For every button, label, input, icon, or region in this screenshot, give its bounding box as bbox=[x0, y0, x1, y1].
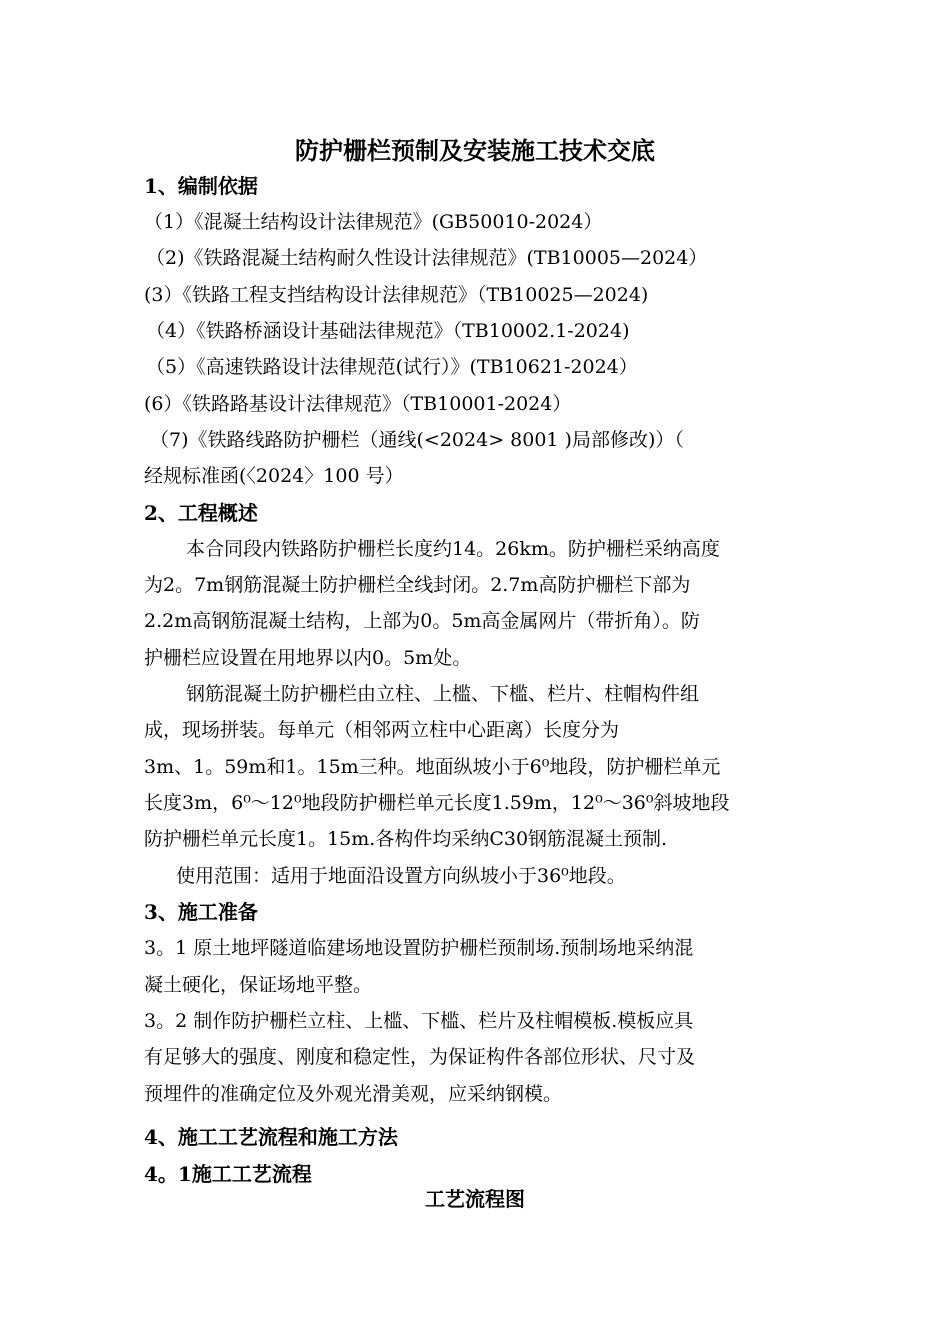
section-heading-basis: 1、编制依据 bbox=[144, 174, 258, 198]
overview-line-2: 为2。7m钢筋混凝土防护栅栏全线封闭。2.7m高防护栅栏下部为 bbox=[144, 574, 691, 596]
section-heading-preparation: 3、施工准备 bbox=[144, 900, 258, 924]
document-title: 防护栅栏预制及安装施工技术交底 bbox=[295, 136, 655, 165]
preparation-line-1: 3。1 原土地坪隧道临建场地设置防护栅栏预制场.预制场地采纳混 bbox=[144, 937, 694, 959]
preparation-line-5: 预埋件的准确定位及外观光滑美观，应采纳钢模。 bbox=[144, 1083, 563, 1105]
preparation-line-4: 有足够大的强度、刚度和稳定性，为保证构件各部位形状、尺寸及 bbox=[144, 1046, 696, 1068]
overview-line-9: 防护栅栏单元长度1。15m.各构件均采纳C30钢筋混凝土预制. bbox=[144, 828, 668, 850]
overview-line-6: 成，现场拼装。每单元（相邻两立柱中心距离）长度分为 bbox=[144, 719, 620, 741]
basis-item-6: (6）《铁路路基设计法律规范》（TB10001-2024） bbox=[144, 393, 572, 415]
preparation-line-3: 3。2 制作防护栅栏立柱、上槛、下槛、栏片及柱帽模板.模板应具 bbox=[144, 1010, 694, 1032]
overview-line-8: 长度3m，6⁰～12⁰地段防护栅栏单元长度1.59m，12⁰～36⁰斜坡地段 bbox=[144, 792, 730, 814]
overview-line-5: 钢筋混凝土防护栅栏由立柱、上槛、下槛、栏片、柱帽构件组 bbox=[186, 683, 700, 705]
overview-line-10: 使用范围：适用于地面沿设置方向纵坡小于36⁰地段。 bbox=[176, 865, 626, 887]
overview-line-7: 3m、1。59m和1。15m三种。地面纵坡小于6⁰地段，防护栅栏单元 bbox=[144, 756, 721, 778]
section-heading-overview: 2、工程概述 bbox=[144, 501, 258, 525]
basis-item-1: （1）《混凝土结构设计法律规范》(GB50010-2024） bbox=[144, 211, 603, 233]
preparation-line-2: 凝土硬化，保证场地平整。 bbox=[144, 974, 373, 996]
overview-line-3: 2.2m高钢筋混凝土结构，上部为0。5m高金属网片（带折角）。防 bbox=[144, 610, 700, 632]
basis-item-4: （4）《铁路桥涵设计基础法律规范》（TB10002.1-2024) bbox=[146, 320, 630, 342]
basis-item-5: （5）《高速铁路设计法律规范(试行）》(TB10621-2024） bbox=[146, 356, 638, 378]
flow-chart-title: 工艺流程图 bbox=[425, 1187, 525, 1211]
section-heading-process: 4、施工工艺流程和施工方法 bbox=[144, 1125, 398, 1149]
basis-item-3: (3）《铁路工程支挡结构设计法律规范》（TB10025—2024) bbox=[144, 284, 649, 306]
basis-item-7-cont: 经规标准函(〈2024〉100 号） bbox=[144, 465, 404, 487]
overview-line-1: 本合同段内铁路防护栅栏长度约14。26km。防护栅栏采纳高度 bbox=[186, 538, 720, 560]
basis-item-7: （7)《铁路线路防护栅栏（通线(<2024> 8001 )局部修改)）（ bbox=[150, 429, 684, 451]
basis-item-2: （2)《铁路混凝土结构耐久性设计法律规范》(TB10005—2024） bbox=[146, 247, 708, 269]
overview-line-4: 护栅栏应设置在用地界以内0。5m处。 bbox=[144, 647, 472, 669]
subsection-heading-flow: 4。1施工工艺流程 bbox=[144, 1162, 312, 1186]
